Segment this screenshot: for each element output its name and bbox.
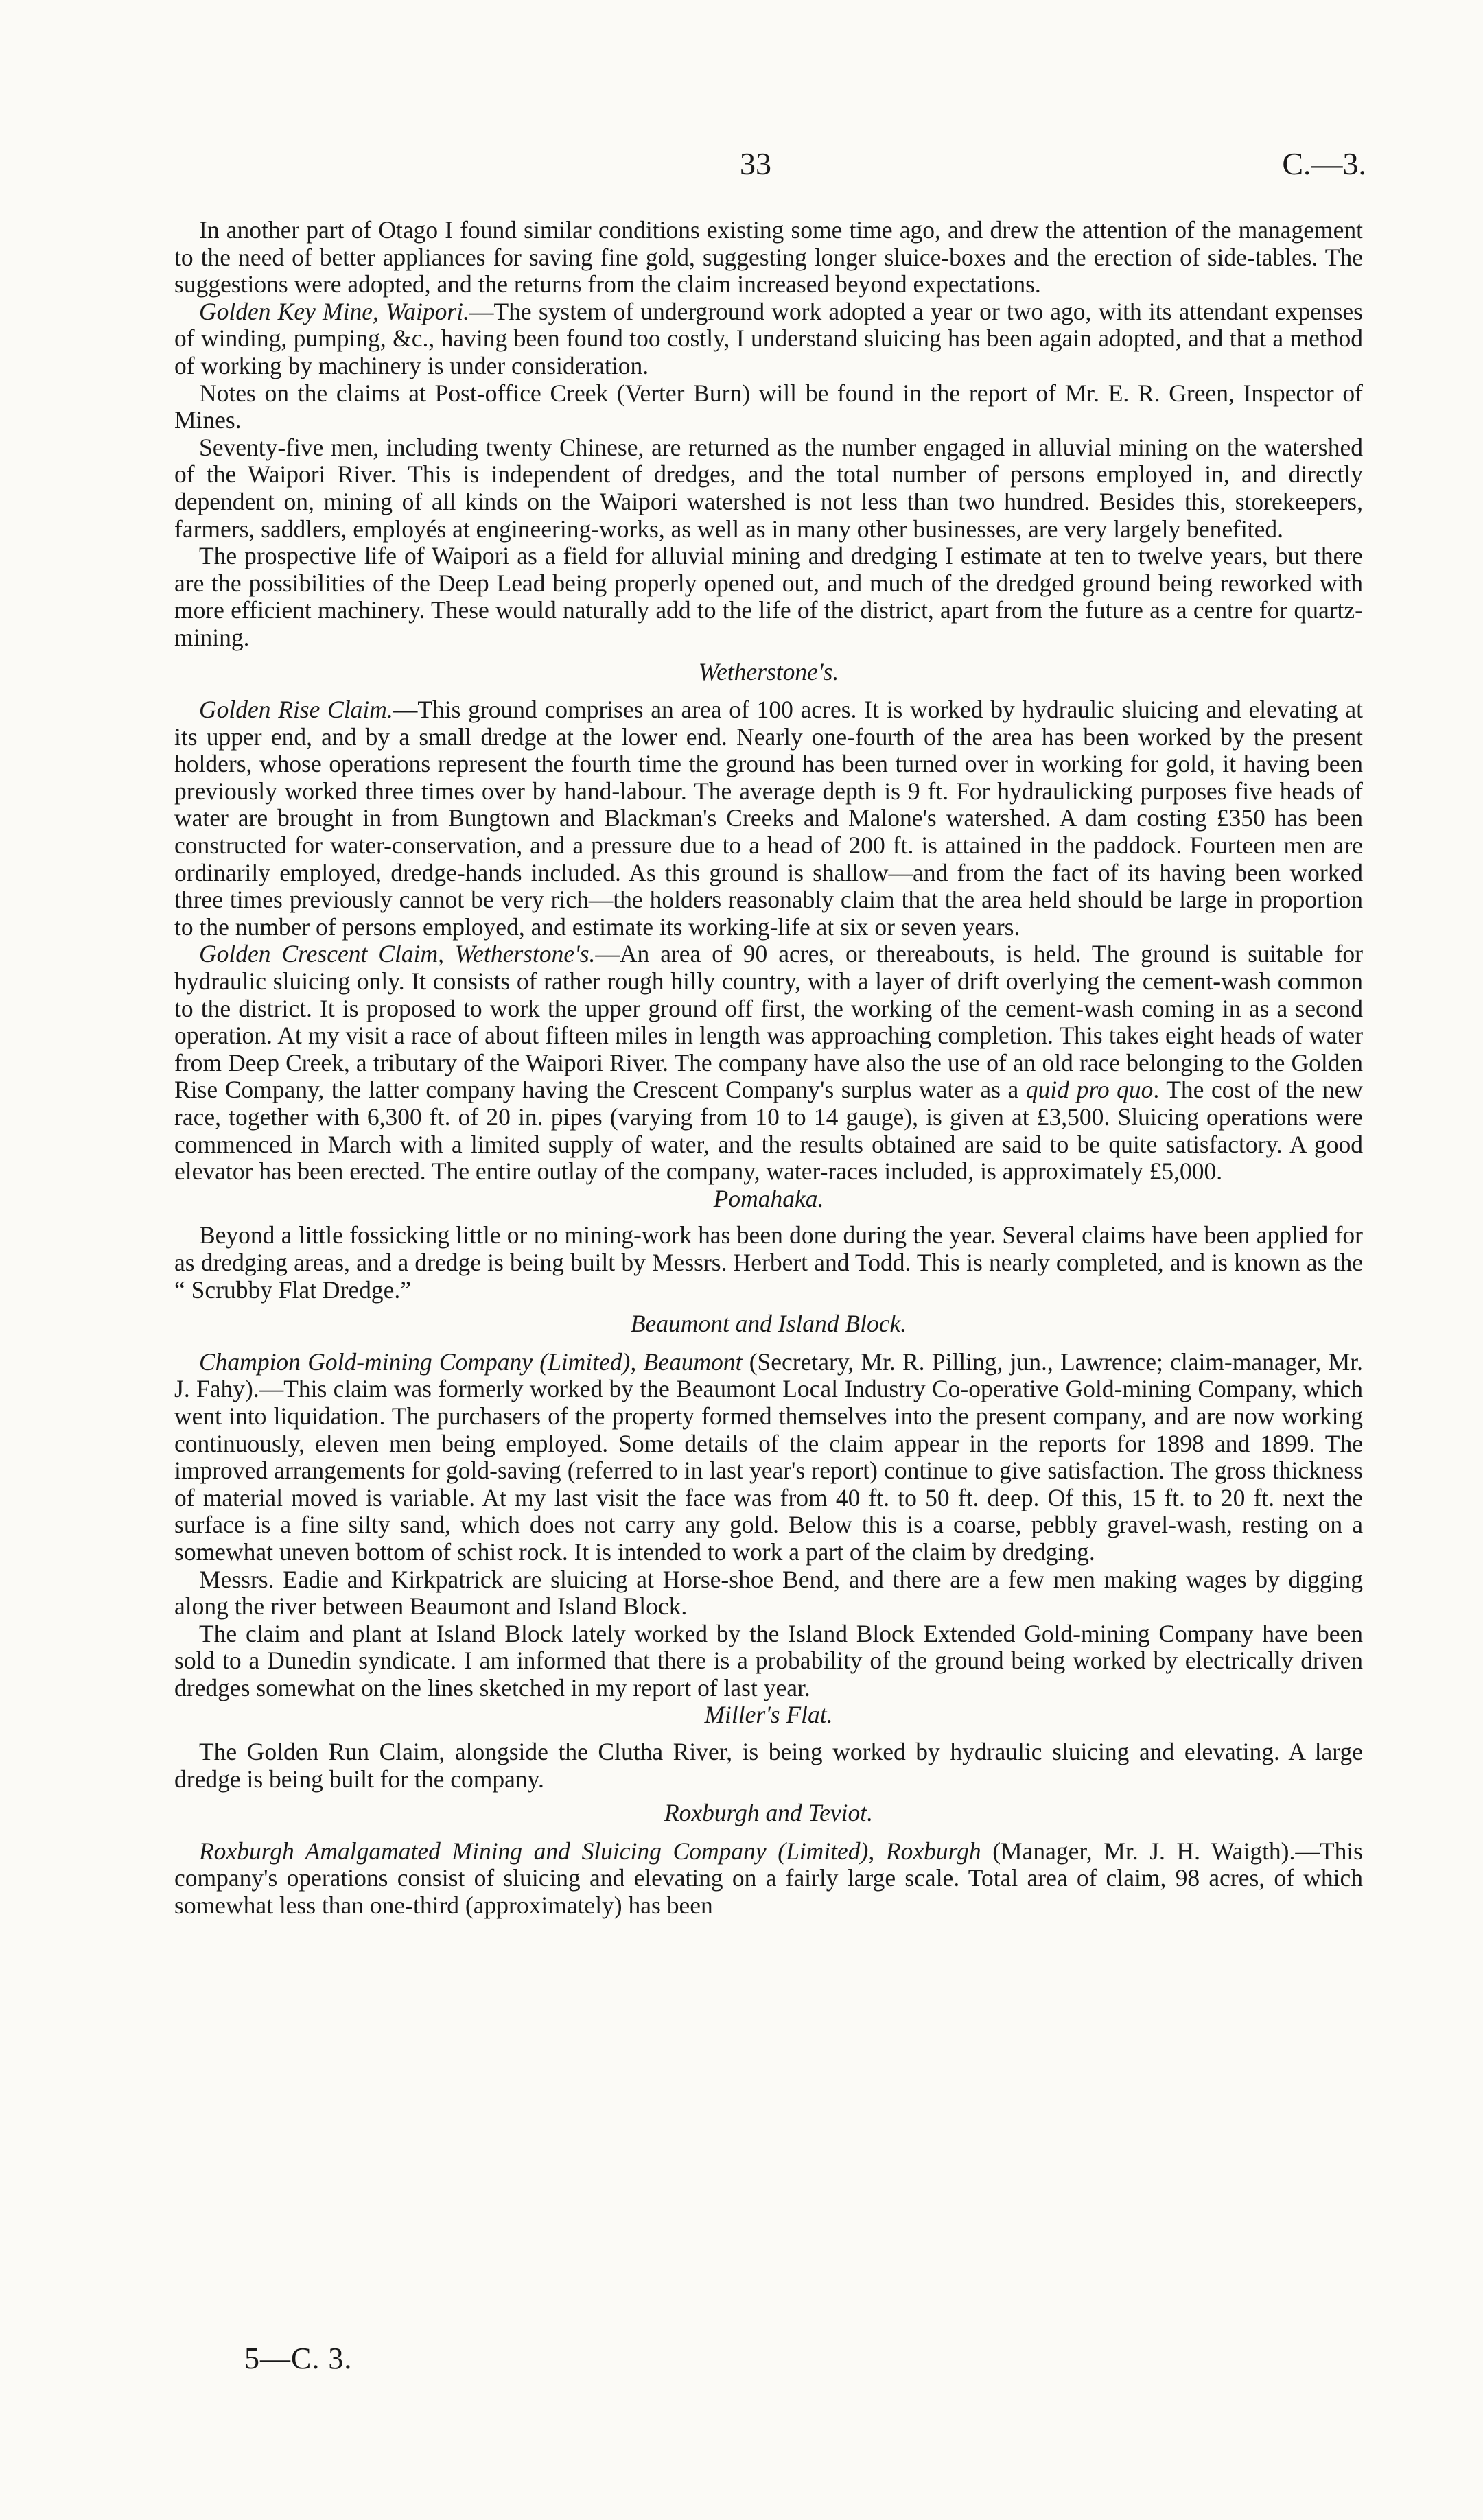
paragraph (174, 1838, 1363, 1920)
paragraph-lead: Roxburgh Amalgamated Mining and Sluicing Company (Limited), Roxburgh (199, 1837, 981, 1865)
paragraph-text: Beyond a little fossicking little or no mining-work has been done during the year. Several claims have been applied for as dredging areas, and a dredge is being built by Messrs. Herbert and Todd. This is nearly completed, and is known as the “ Scrubby Flat Dredge.” (174, 1221, 1363, 1304)
paragraph-lead: Champion Gold-mining Company (Limited), Beaumont (199, 1347, 743, 1376)
section-heading: Roxburgh and Teviot. (664, 1799, 874, 1827)
paragraph (174, 298, 1363, 380)
paragraph-lead: Golden Key Mine, Waipori. (199, 297, 469, 325)
paragraph-text: —This ground comprises an area of 100 acres. It is worked by hydraulic sluicing and elevating at its upper end, and by a small dredge at the lower end. Nearly one-fourth of the area has been worked by the present holders, whose operations represent the fourth time the ground has been turned over in working for gold, it having been previously worked three times over by hand-labour. The average depth is 9 ft. For hydraulicking purposes five heads of water are brought in from Bungtown and Blackman's Creeks and Malone's watershed. A dam costing £350 has been constructed for water-conservation, and a pressure due to a head of 200 ft. is attained in the paddock. Fourteen men are ordinarily employed, dredge-hands included. As this ground is shallow—and from the fact of its having been worked three times previously cannot be very rich—the holders reasonably claim that the area held should be large in proportion to the number of persons employed, and estimate its working-life at six or seven years. (174, 696, 1363, 941)
paragraph (174, 941, 1363, 1185)
paragraph-text: —The system of underground work adopted a year or two ago, with its attendant expenses of winding, pumping, &c., having been found too costly, I understand sluicing has been again adopted, and that a method of working by machinery is under consideration. (174, 297, 1363, 379)
paragraph (174, 1621, 1363, 1702)
paragraph (174, 1739, 1363, 1793)
paragraph-lead: Golden Crescent Claim, Wetherstone's. (199, 940, 596, 968)
paragraph-text: (Secretary, Mr. R. Pilling, jun., Lawrence; claim-manager, Mr. J. Fahy).—This claim was formerly worked by the Beaumont Local Industry Co-operative Gold-mining Company, which went into liquidation. The purchasers of the property formed themselves into the present company, and are now working continuously, eleven men being employed. Some details of the claim appear in the reports for 1898 and 1899. The improved arrangements for gold-saving (referred to in last year's report) continue to give satisfaction. The gross thickness of material moved is variable. At my last visit the face was from 40 ft. to 50 ft. deep. Of this, 15 ft. to 20 ft. next the surface is a fine silty sand, which does not carry any gold. Below this is a coarse, pebbly gravel-wash, resting on a somewhat uneven bottom of schist rock. It is intended to work a part of the claim by dredging. (174, 1347, 1363, 1566)
paragraph-text: The prospective life of Waipori as a field for alluvial mining and dredging I estimate at ten to twelve years, but there are the possibilities of the Deep Lead being properly opened out, and much of the dredged ground being reworked with more efficient machinery. These would naturally add to the life of the district, apart from the future as a centre for quartz-mining. (174, 542, 1363, 651)
section-heading: Miller's Flat. (704, 1701, 833, 1729)
paragraph (174, 380, 1363, 434)
paragraph-text: Messrs. Eadie and Kirkpatrick are sluicing at Horse-shoe Bend, and there are a few men making wages by digging along the river between Beaumont and Island Block. (174, 1565, 1363, 1621)
paragraph-text: Seventy-five men, including twenty Chinese, are returned as the number engaged in alluvial mining on the watershed of the Waipori River. This is independent of dredges, and the total number of persons employed in, and directly dependent on, mining of all kinds on the Waipori watershed is not less than two hundred. Besides this, storekeepers, farmers, saddlers, employés at engineering-works, as well as in many other businesses, are very largely benefited. (174, 433, 1363, 543)
body-text (174, 217, 1363, 1920)
paragraph-text: In another part of Otago I found similar conditions existing some time ago, and drew the attention of the management to the need of better appliances for saving fine gold, suggesting longer sluice-boxes and the erection of side-tables. The suggestions were adopted, and the returns from the claim increased beyond expectations. (174, 216, 1363, 298)
paragraph-italic-phrase: quid pro quo (1025, 1076, 1154, 1104)
paragraph (174, 1566, 1363, 1621)
page-number: 33 (740, 146, 771, 181)
printer-signature: 5—C. 3. (244, 2342, 353, 2375)
paragraph (174, 543, 1363, 651)
section-heading: Wetherstone's. (698, 657, 839, 685)
section-heading: Beaumont and Island Block. (630, 1310, 907, 1338)
paragraph-text: The claim and plant at Island Block lately worked by the Island Block Extended Gold-mining Company have been sold to a Dunedin syndicate. I am informed that there is a probability of the ground being worked by electrically driven dredges somewhat on the lines sketched in my report of last year. (174, 1619, 1363, 1701)
paragraph (174, 434, 1363, 543)
paragraph (174, 217, 1363, 298)
paragraph-text: Notes on the claims at Post-office Creek (Verter Burn) will be found in the report of Mr. E. R. Green, Inspector of Mines. (174, 379, 1363, 434)
paragraph-text: —An area of 90 acres, or thereabouts, is held. The ground is suitable for hydraulic sluicing only. It consists of rather rough hilly country, with a layer of drift overlying the cement-wash common to the district. It is proposed to work the upper ground off first, the working of the cement-wash coming in as a second operation. At my visit a race of about fifteen miles in length was approaching completion. This takes eight heads of water from Deep Creek, a tributary of the Waipori River. The company have also the use of an old race belonging to the Golden Rise Company, the latter company having the Crescent Company's surplus water as a (174, 940, 1363, 1104)
section-heading: Pomahaka. (713, 1184, 824, 1212)
paragraph-text: The Golden Run Claim, alongside the Clutha River, is being worked by hydraulic sluicing and elevating. A large dredge is being built for the company. (174, 1738, 1363, 1793)
paragraph (174, 696, 1363, 941)
page-header (0, 145, 1483, 187)
paragraph-lead: Golden Rise Claim. (199, 696, 393, 724)
document-reference: C.—3. (1282, 146, 1366, 181)
paragraph-text-continued: . The cost of the new race, together with 6,300 ft. of 20 in. pipes (varying from 10 to 14 gauge), is given at £3,500. Sluicing operations were commenced in March with a limited supply of water, and the results obtained are said to be quite satisfactory. A good elevator has been erected. The entire outlay of the company, water-races included, is approximately £5,000. (174, 1076, 1363, 1186)
paragraph-text: (Manager, Mr. J. H. Waigth).—This company's operations consist of sluicing and elevating on a fairly large scale. Total area of claim, 98 acres, of which somewhat less than one-third (approximately) has been (174, 1837, 1363, 1920)
paragraph (174, 1222, 1363, 1304)
paragraph (174, 1349, 1363, 1566)
